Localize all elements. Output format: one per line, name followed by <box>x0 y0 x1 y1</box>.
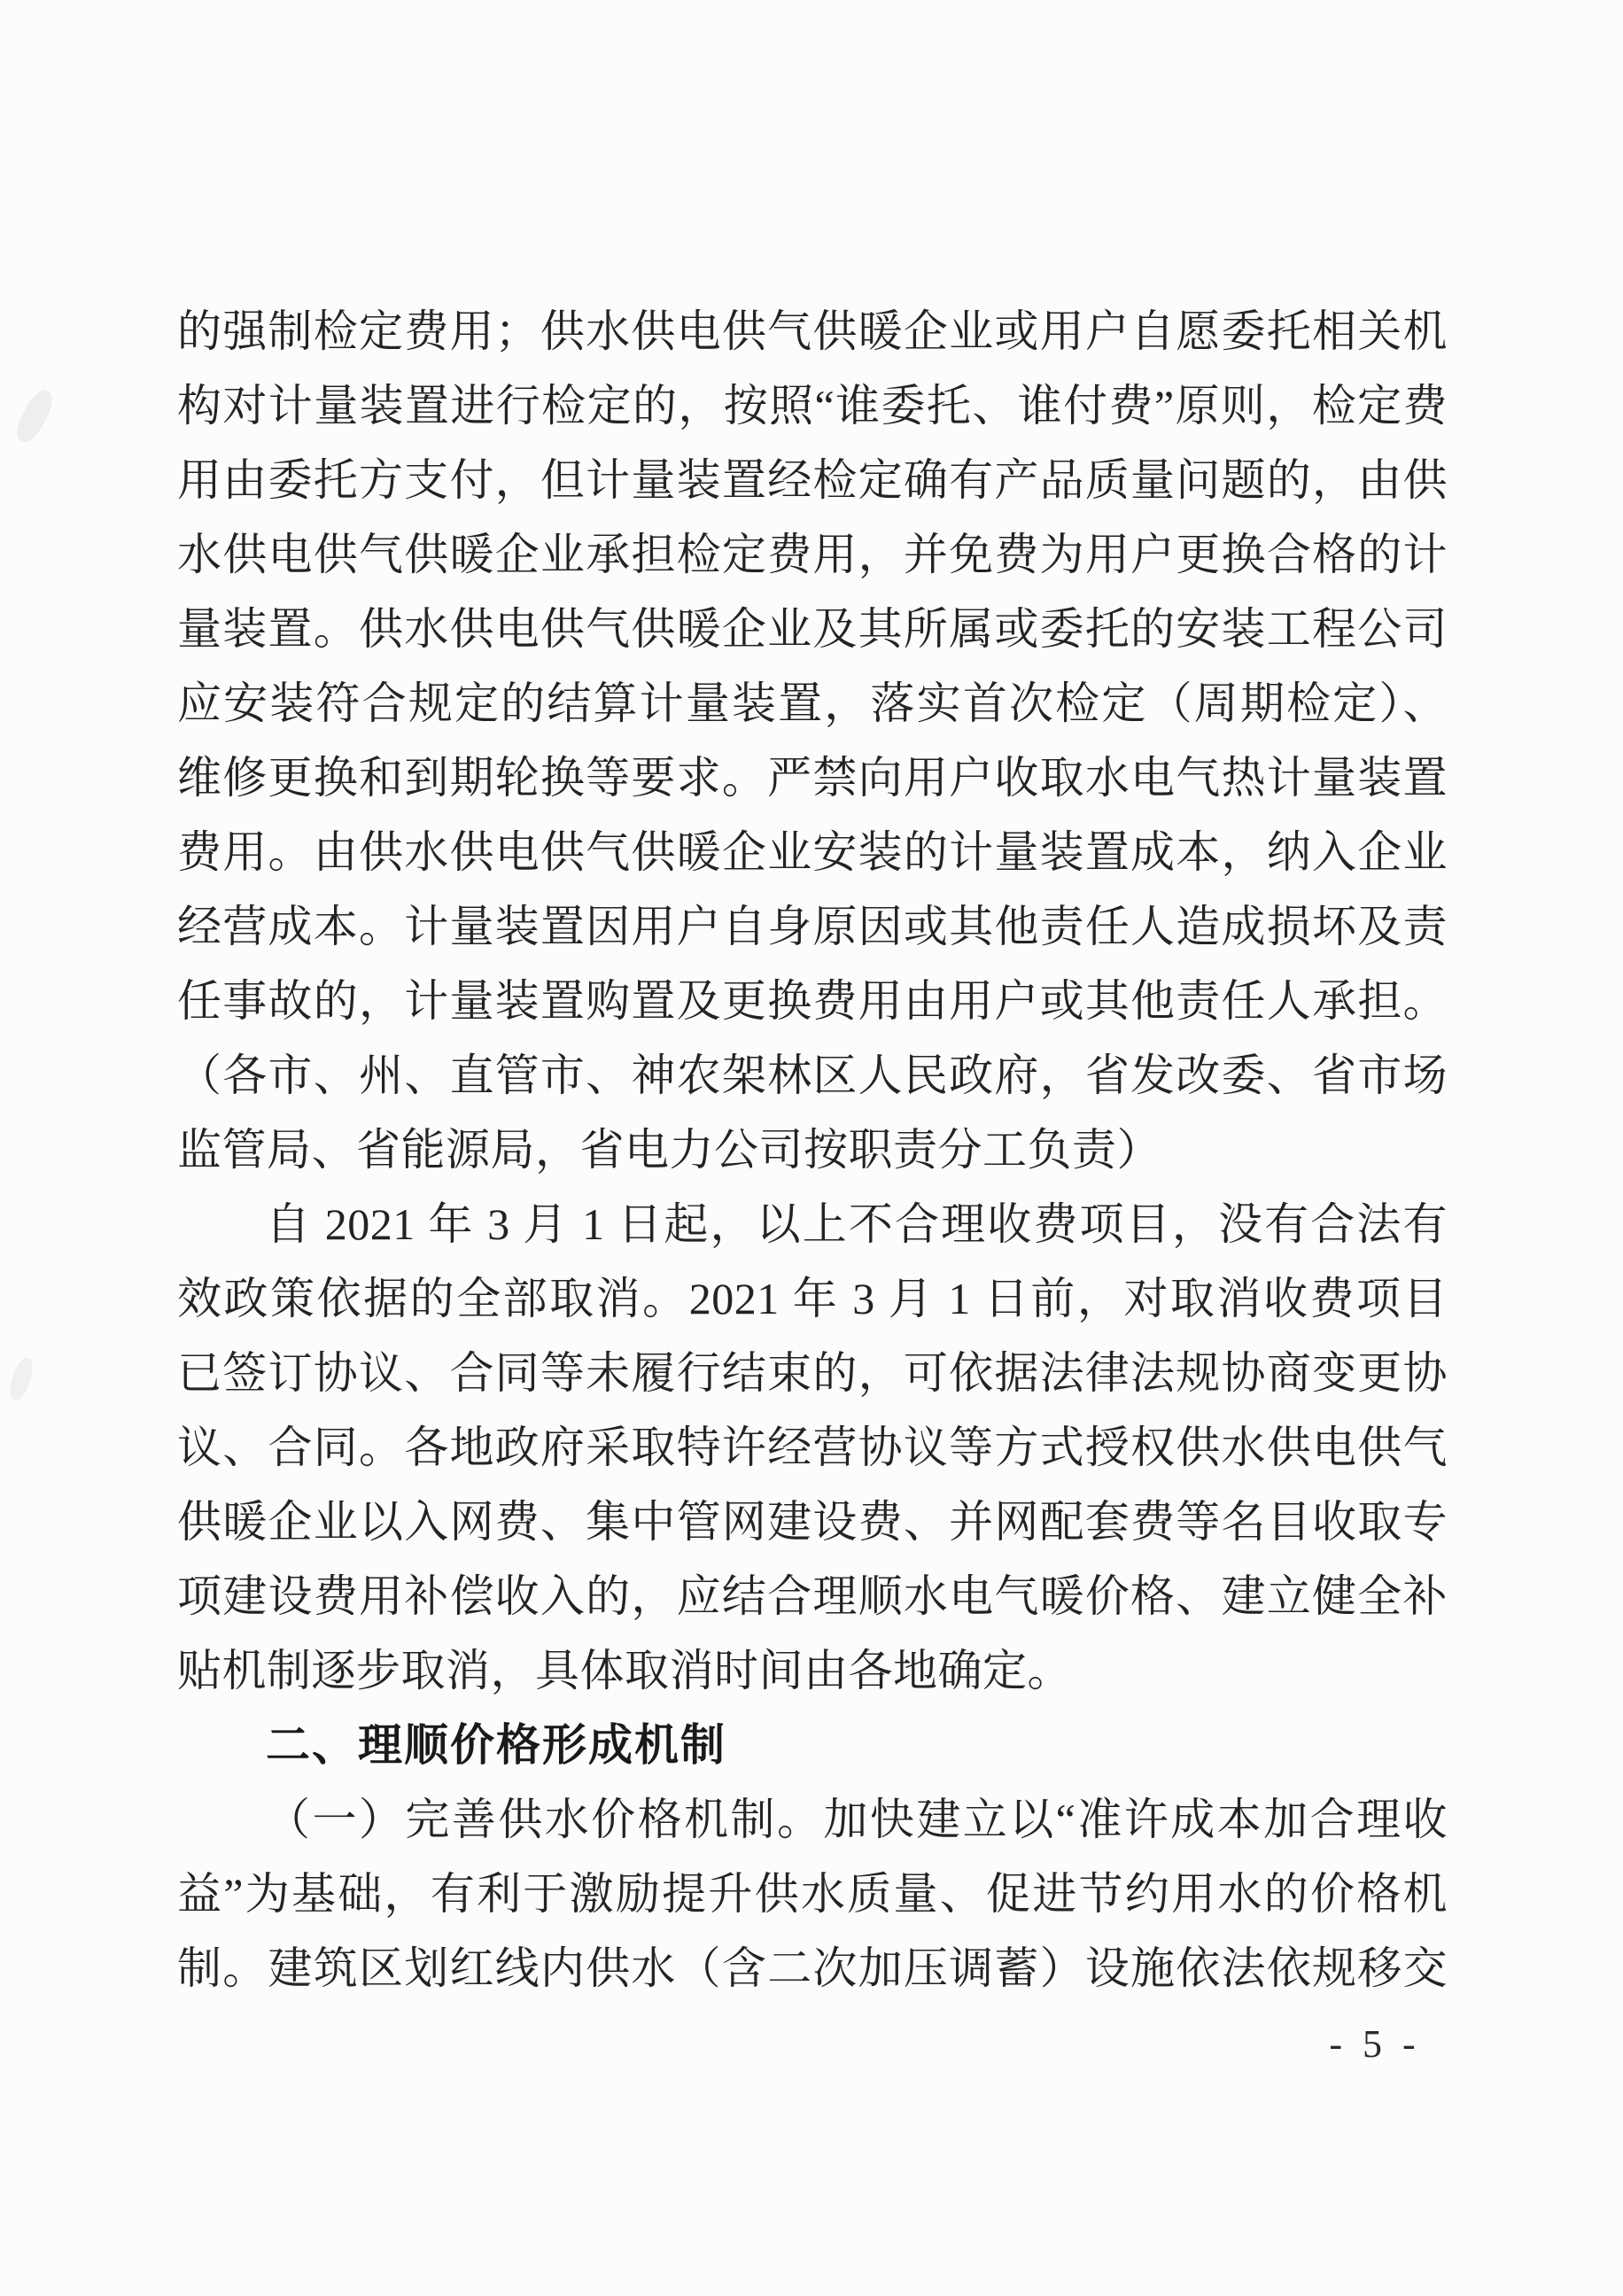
document-line: 费用。由供水供电供气供暖企业安装的计量装置成本，纳入企业 <box>177 827 1448 877</box>
scan-artifact <box>6 1355 36 1403</box>
document-line: 项建设费用补偿收入的，应结合理顺水电气暖价格、建立健全补 <box>177 1571 1448 1621</box>
page-number: - 5 - <box>1329 2022 1421 2066</box>
document-line: 制。建筑区划红线内供水（含二次加压调蓄）设施依法依规移交 <box>177 1943 1448 1993</box>
document-line: 用由委托方支付，但计量装置经检定确有产品质量问题的，由供 <box>177 455 1448 505</box>
document-line: 效政策依据的全部取消。2021 年 3 月 1 日前，对取消收费项目 <box>177 1274 1448 1323</box>
document-line: 构对计量装置进行检定的，按照“谁委托、谁付费”原则，检定费 <box>177 381 1448 430</box>
document-line: 益”为基础，有利于激励提升供水质量、促进节约用水的价格机 <box>177 1869 1448 1919</box>
document-line: 已签订协议、合同等未履行结束的，可依据法律法规协商变更协 <box>177 1348 1448 1398</box>
section-heading: 二、理顺价格形成机制 <box>266 1720 726 1770</box>
document-line: 贴机制逐步取消，具体取消时间由各地确定。 <box>177 1646 1072 1695</box>
document-line: （一）完善供水价格机制。加快建立以“准许成本加合理收 <box>266 1795 1448 1844</box>
document-line: 的强制检定费用；供水供电供气供暖企业或用户自愿委托相关机 <box>177 306 1448 356</box>
document-line: 供暖企业以入网费、集中管网建设费、并网配套费等名目收取专 <box>177 1497 1448 1547</box>
document-line: 议、合同。各地政府采取特许经营协议等方式授权供水供电供气 <box>177 1423 1448 1472</box>
document-line: 水供电供气供暖企业承担检定费用，并免费为用户更换合格的计 <box>177 530 1448 579</box>
document-line: 任事故的，计量装置购置及更换费用由用户或其他责任人承担。 <box>177 976 1448 1026</box>
scan-artifact <box>11 386 58 447</box>
document-line: 维修更换和到期轮换等要求。严禁向用户收取水电气热计量装置 <box>177 753 1448 803</box>
document-line: 监管局、省能源局，省电力公司按职责分工负责） <box>177 1125 1161 1175</box>
document-line: 经营成本。计量装置因用户自身原因或其他责任人造成损坏及责 <box>177 902 1448 951</box>
document-line: 应安装符合规定的结算计量装置，落实首次检定（周期检定）、 <box>177 679 1448 728</box>
document-line: （各市、州、直管市、神农架林区人民政府，省发改委、省市场 <box>177 1051 1448 1100</box>
document-line: 自 2021 年 3 月 1 日起，以上不合理收费项目，没有合法有 <box>266 1199 1448 1249</box>
document-body <box>177 294 1448 2005</box>
document-line: 量装置。供水供电供气供暖企业及其所属或委托的安装工程公司 <box>177 604 1448 654</box>
